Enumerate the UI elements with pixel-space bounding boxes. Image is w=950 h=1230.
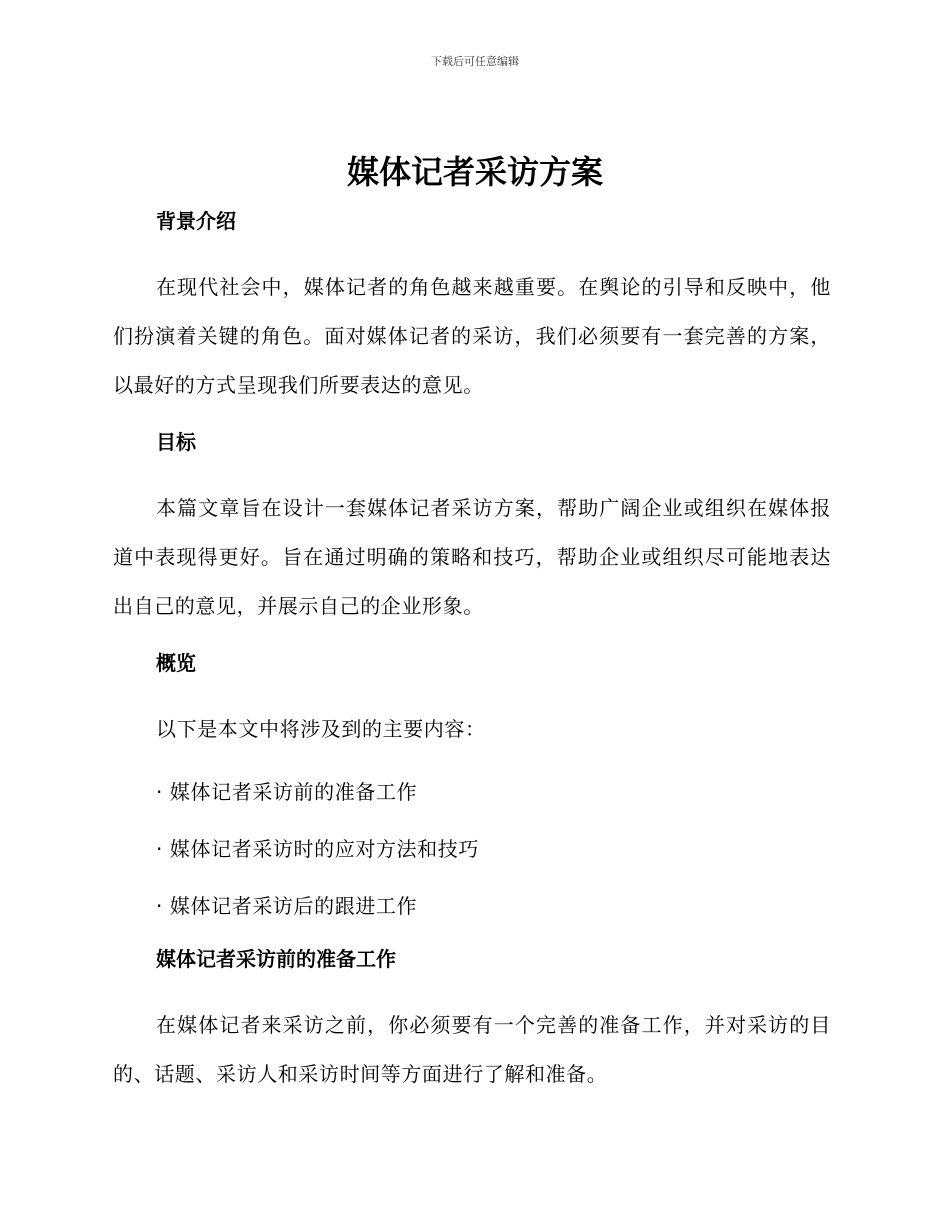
section-preparation [113,943,831,1099]
section-heading: 概览 [156,651,196,675]
section-heading: 目标 [156,430,196,454]
list-item: · 媒体记者采访时的应对方法和技巧 [156,837,479,861]
section-goal [113,426,831,631]
document-body [113,205,831,1115]
overview-intro: 以下是本文中将涉及到的主要内容： [156,717,486,741]
page-header: 下载后可任意编辑 [431,55,519,68]
section-overview [113,647,831,926]
section-paragraph: 在媒体记者来采访之前，你必须要有一个完善的准备工作，并对采访的目的、话题、采访人和采访时间等方面进行了解和准备。 [113,1013,831,1086]
document-title: 媒体记者采访方案 [346,153,603,191]
section-paragraph: 本篇文章旨在设计一套媒体记者采访方案，帮助广阔企业或组织在媒体报道中表现得更好。旨在通过明确的策略和技巧，帮助企业或组织尽可能地表达出自己的意见，并展示自己的企业形象。 [113,496,831,618]
section-paragraph: 在现代社会中，媒体记者的角色越来越重要。在舆论的引导和反映中，他们扮演着关键的角色。面对媒体记者的采访，我们必须要有一套完善的方案，以最好的方式呈现我们所要表达的意见。 [113,275,831,397]
list-item: · 媒体记者采访后的跟进工作 [156,894,418,918]
list-item: · 媒体记者采访前的准备工作 [156,780,418,804]
section-background [113,205,831,410]
section-heading: 背景介绍 [156,209,236,233]
section-heading: 媒体记者采访前的准备工作 [156,947,396,971]
